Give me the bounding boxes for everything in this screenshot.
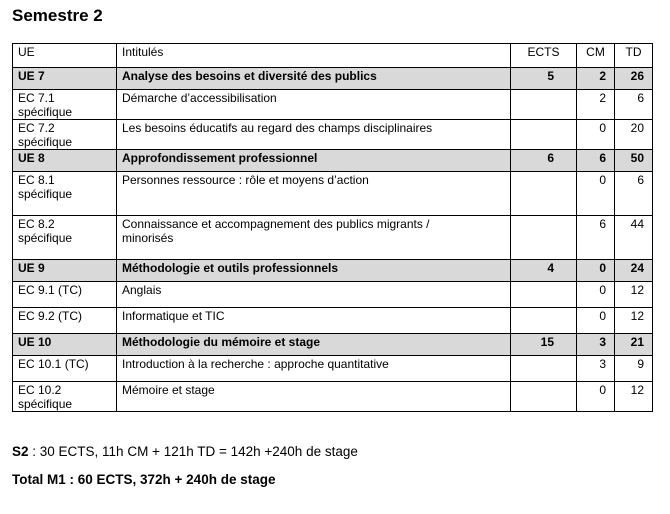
cell-td: 6 bbox=[615, 172, 653, 216]
cell-cm: 6 bbox=[577, 216, 615, 260]
cell-ects bbox=[511, 90, 577, 120]
cell-intitule: Mémoire et stage bbox=[117, 382, 511, 412]
cell-ects bbox=[511, 282, 577, 308]
page-title: Semestre 2 bbox=[12, 6, 103, 25]
ec-row bbox=[13, 172, 653, 216]
cell-intitule: Méthodologie et outils professionnels bbox=[117, 260, 511, 282]
ue-row bbox=[13, 68, 653, 90]
cell-ects: 15 bbox=[511, 334, 577, 356]
cell-cm: 0 bbox=[577, 308, 615, 334]
cell-td: 12 bbox=[615, 308, 653, 334]
cell-intitule: Démarche d’accessibilisation bbox=[117, 90, 511, 120]
cell-cm: 0 bbox=[577, 382, 615, 412]
header-cm: CM bbox=[577, 44, 615, 68]
cell-td: 20 bbox=[615, 120, 653, 150]
semester-summary bbox=[12, 444, 358, 459]
cell-td: 9 bbox=[615, 356, 653, 382]
cell-intitule: Informatique et TIC bbox=[117, 308, 511, 334]
cell-ue: EC 9.2 (TC) bbox=[13, 308, 117, 334]
header-ue: UE bbox=[13, 44, 117, 68]
header-td: TD bbox=[615, 44, 653, 68]
cell-ects bbox=[511, 382, 577, 412]
cell-cm: 0 bbox=[577, 172, 615, 216]
cell-td: 26 bbox=[615, 68, 653, 90]
summary-label: S2 bbox=[12, 444, 29, 459]
cell-ue: EC 8.2 spécifique bbox=[13, 216, 117, 260]
cell-ue: UE 8 bbox=[13, 150, 117, 172]
cell-ects: 4 bbox=[511, 260, 577, 282]
cell-intitule: Connaissance et accompagnement des publics migrants / minorisés bbox=[117, 216, 511, 260]
cell-ects bbox=[511, 356, 577, 382]
ue-row bbox=[13, 150, 653, 172]
cell-ue: UE 9 bbox=[13, 260, 117, 282]
cell-cm: 0 bbox=[577, 282, 615, 308]
cell-intitule: Anglais bbox=[117, 282, 511, 308]
header-ects: ECTS bbox=[511, 44, 577, 68]
cell-td: 12 bbox=[615, 382, 653, 412]
cell-ue: EC 7.2 spécifique bbox=[13, 120, 117, 150]
ec-row bbox=[13, 282, 653, 308]
ue-row bbox=[13, 260, 653, 282]
cell-td: 12 bbox=[615, 282, 653, 308]
cell-intitule: Introduction à la recherche : approche quantitative bbox=[117, 356, 511, 382]
ec-row bbox=[13, 308, 653, 334]
cell-ue: EC 10.1 (TC) bbox=[13, 356, 117, 382]
cell-intitule: Analyse des besoins et diversité des publics bbox=[117, 68, 511, 90]
ec-row bbox=[13, 382, 653, 412]
cell-cm: 2 bbox=[577, 90, 615, 120]
cell-ects bbox=[511, 216, 577, 260]
cell-cm: 3 bbox=[577, 334, 615, 356]
cell-td: 21 bbox=[615, 334, 653, 356]
cell-cm: 0 bbox=[577, 260, 615, 282]
cell-ects: 5 bbox=[511, 68, 577, 90]
cell-cm: 3 bbox=[577, 356, 615, 382]
cell-td: 50 bbox=[615, 150, 653, 172]
ec-row bbox=[13, 356, 653, 382]
total-m1: Total M1 : 60 ECTS, 372h + 240h de stage bbox=[12, 472, 276, 487]
ec-row bbox=[13, 216, 653, 260]
cell-td: 44 bbox=[615, 216, 653, 260]
cell-intitule: Approfondissement professionnel bbox=[117, 150, 511, 172]
cell-intitule: Méthodologie du mémoire et stage bbox=[117, 334, 511, 356]
ec-row bbox=[13, 90, 653, 120]
cell-cm: 0 bbox=[577, 120, 615, 150]
summary-text: : 30 ECTS, 11h CM + 121h TD = 142h +240h de stage bbox=[28, 444, 358, 459]
cell-ue: EC 9.1 (TC) bbox=[13, 282, 117, 308]
table-header-row bbox=[13, 44, 653, 68]
ec-row bbox=[13, 120, 653, 150]
cell-ue: EC 8.1 spécifique bbox=[13, 172, 117, 216]
cell-intitule: Personnes ressource : rôle et moyens d’action bbox=[117, 172, 511, 216]
cell-intitule: Les besoins éducatifs au regard des champs disciplinaires bbox=[117, 120, 511, 150]
cell-ects bbox=[511, 308, 577, 334]
cell-ects bbox=[511, 120, 577, 150]
cell-ue: UE 10 bbox=[13, 334, 117, 356]
cell-cm: 2 bbox=[577, 68, 615, 90]
ue-row bbox=[13, 334, 653, 356]
cell-ects bbox=[511, 172, 577, 216]
cell-ue: EC 10.2 spécifique bbox=[13, 382, 117, 412]
cell-ects: 6 bbox=[511, 150, 577, 172]
cell-ue: UE 7 bbox=[13, 68, 117, 90]
course-table bbox=[12, 43, 653, 412]
cell-cm: 6 bbox=[577, 150, 615, 172]
cell-td: 6 bbox=[615, 90, 653, 120]
table-body bbox=[13, 44, 653, 412]
cell-ue: EC 7.1 spécifique bbox=[13, 90, 117, 120]
cell-td: 24 bbox=[615, 260, 653, 282]
header-intitules: Intitulés bbox=[117, 44, 511, 68]
